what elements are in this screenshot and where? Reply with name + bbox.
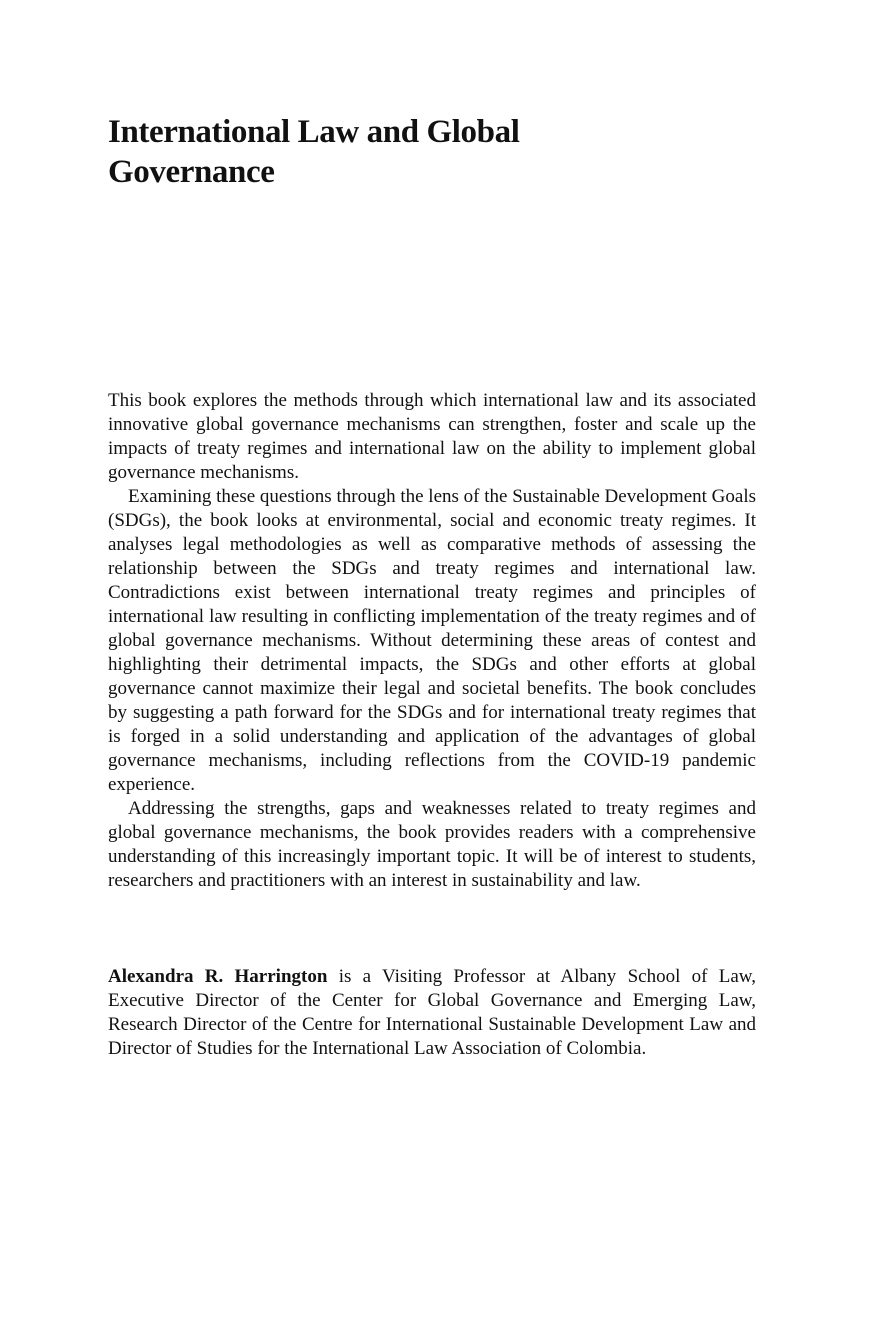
description-paragraph-3: Addressing the strengths, gaps and weaknesses related to treaty regimes and global governance mechanisms, the book provides readers with a comprehensive understanding of this increasingly important topic. It will be of interest to students, researchers and practitioners with an interest in sustainability and law. — [108, 798, 756, 891]
book-description — [108, 389, 756, 893]
title-line-1: International Law and Global — [108, 114, 520, 150]
author-bio-text: is a Visiting Professor at Albany School of Law, Executive Director of the Center for Global Governance and Emerging Law, Research Director of the Centre for International Sustainable Development Law and Director of Studies for the International Law Association of Colombia. — [108, 966, 757, 1059]
title-line-2: Governance — [108, 154, 275, 190]
description-paragraph-1: This book explores the methods through which international law and its associated innovative global governance mechanisms can strengthen, foster and scale up the impacts of treaty regimes and international law on the ability to implement global governance mechanisms. — [108, 390, 756, 483]
author-name: Alexandra R. Harrington — [108, 966, 328, 987]
book-title — [108, 112, 628, 192]
description-paragraph-2: Examining these questions through the lens of the Sustainable Development Goals (SDGs), the book looks at environmental, social and economic treaty regimes. It analyses legal methodologies as well as comparative methods of assessing the relationship between the SDGs and treaty regimes and international law. Contradictions exist between international treaty regimes and principles of international law resulting in conflicting implementation of the treaty regimes and of global governance mechanisms. Without determining these areas of contest and highlighting their detrimental impacts, the SDGs and other efforts at global governance cannot maximize their legal and societal benefits. The book concludes by suggesting a path forward for the SDGs and for international treaty regimes that is forged in a solid understanding and application of the advantages of global governance mechanisms, including reflections from the COVID-19 pandemic experience. — [108, 486, 756, 795]
author-bio — [108, 965, 756, 1061]
